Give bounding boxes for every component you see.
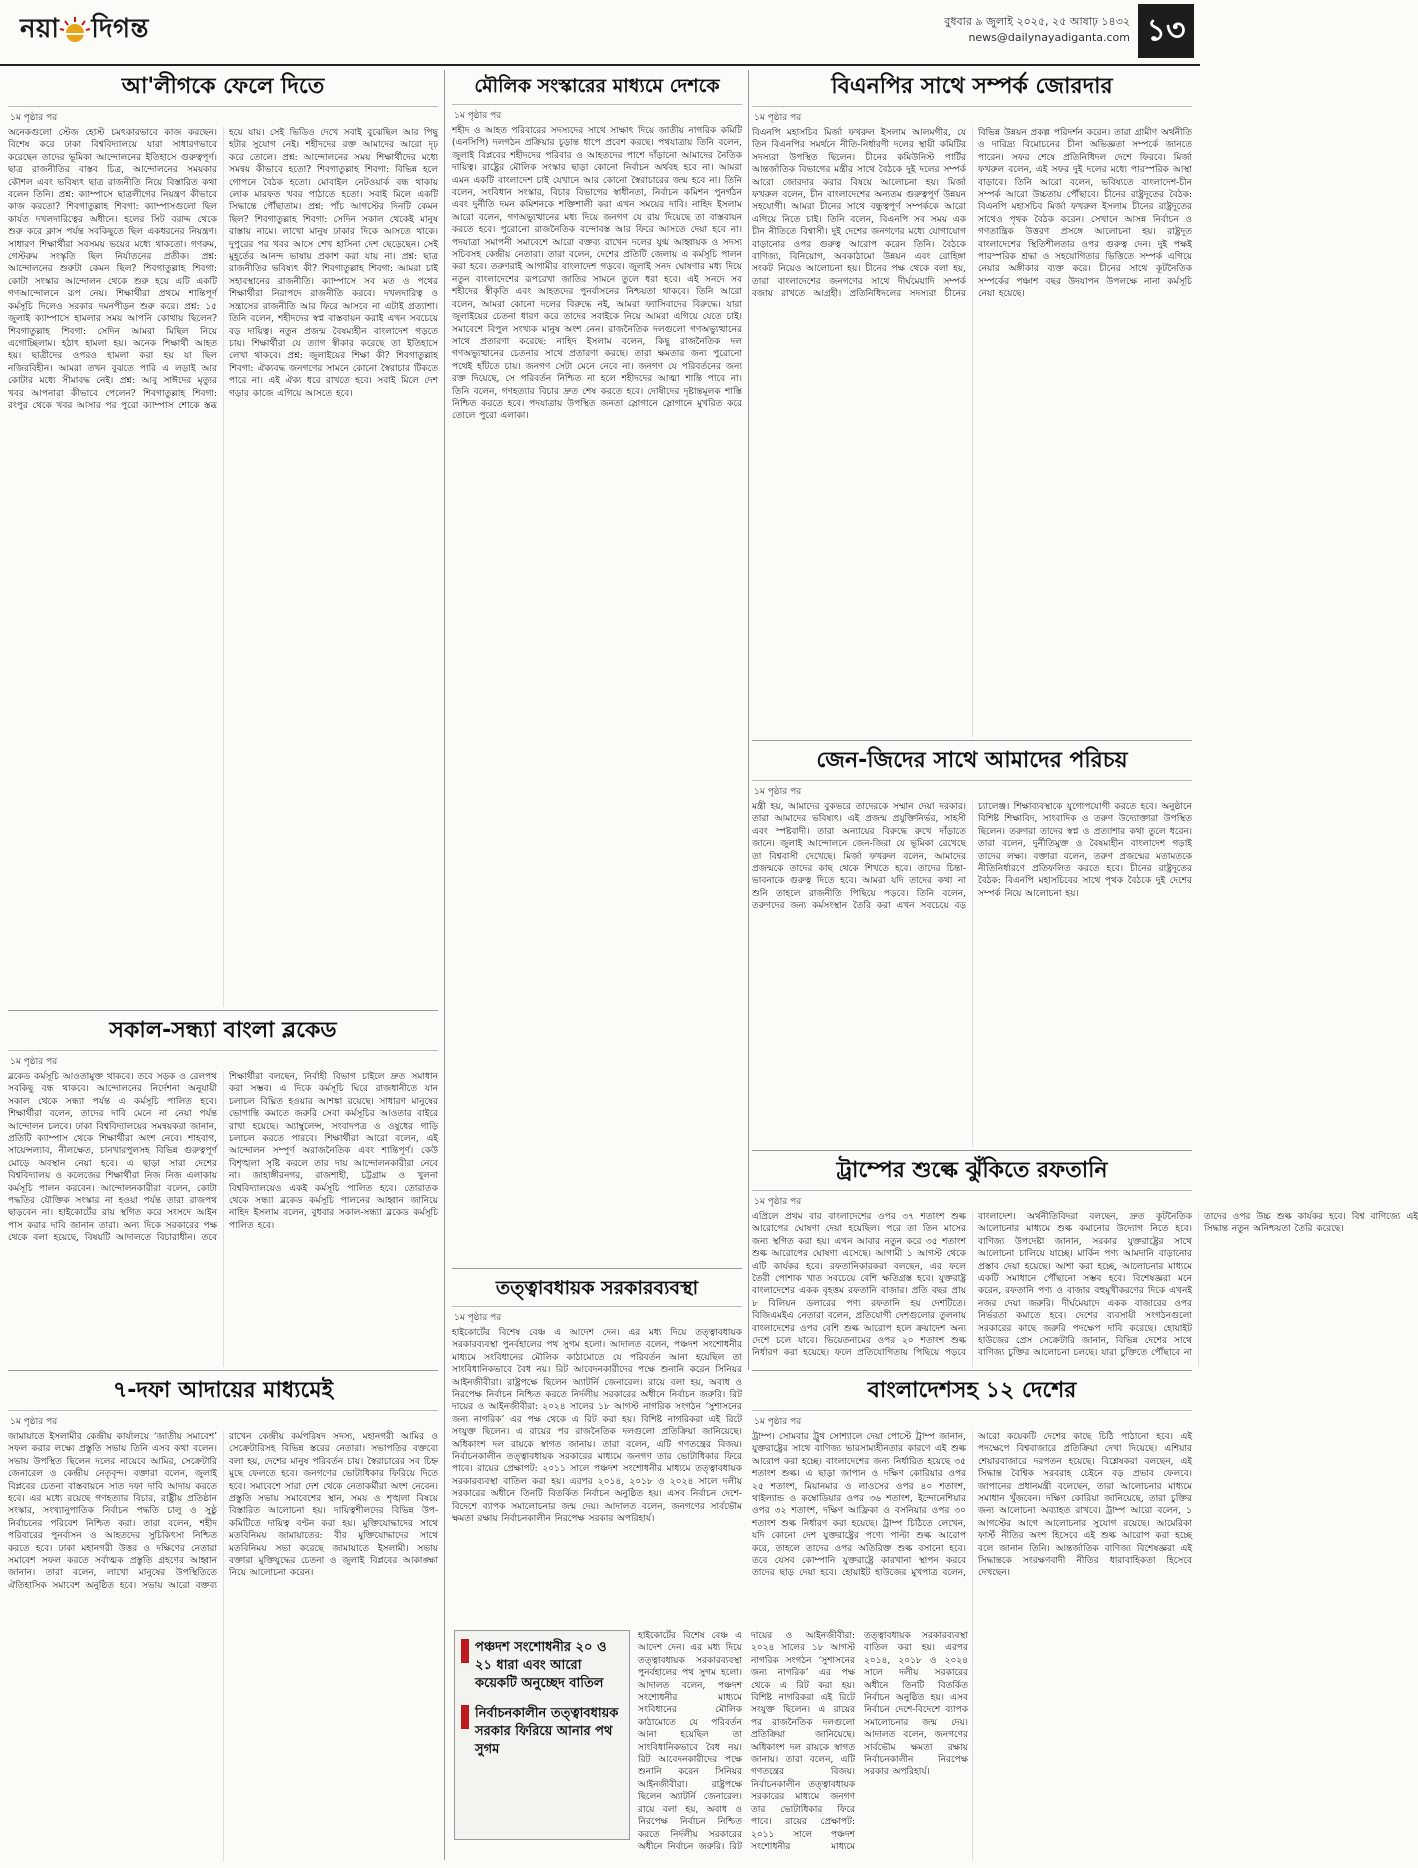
page-number: ১৩ — [1138, 4, 1194, 58]
headline[interactable]: জেন-জিদের সাথে আমাদের পরিচয় — [752, 744, 1192, 781]
headline[interactable]: বাংলাদেশসহ ১২ দেশের — [752, 1374, 1192, 1411]
headline[interactable]: বিএনপির সাথে সম্পর্ক জোরদার — [752, 70, 1192, 107]
article-body: জামায়াতে ইসলামীর কেন্দ্রীয় কার্যালয়ে ‘জাতীয় সমাবেশ’ সফল করার লক্ষ্যে প্রস্তুতি সভায় তিনি এসব কথা বলেন। সভায় উপস্থিত ছিলেন দলের নায়েবে আমির, সেক্রেটারি জেনারেল ও কেন্দ্রীয় নেতৃবৃন্দ। বক্তারা বলেন, জুলাই বিপ্লবের চেতনা বাস্তবায়নে সাত দফা দাবি আদায় করতে হবে। এর মধ্যে রয়েছে গণহত্যার বিচার, রাষ্ট্রীয় প্রতিষ্ঠান সংস্কার, সংখ্যানুপাতিক নির্বাচন পদ্ধতি চালু ও সুষ্ঠু নির্বাচনের পরিবেশ নিশ্চিত করা। তারা বলেন, শহীদ পরিবারের পুনর্বাসন ও আহতদের সুচিকিৎসা নিশ্চিত করতে হবে। ঢাকা মহানগরী উত্তর ও দক্ষিণের নেতারা সমাবেশ সফল করতে সর্বাত্মক প্রস্তুতি গ্রহণের আহ্বান জানান। তারা বলেন, লাখো মানুষের উপস্থিতিতে ঐতিহাসিক সমাবেশ অনুষ্ঠিত হবে। সভায় আরো বক্তব্য রাখেন কেন্দ্রীয় কর্মপরিষদ সদস্য, মহানগরী আমির ও সেক্রেটারিসহ বিভিন্ন স্তরের নেতারা। সভাপতির বক্তব্যে বলা হয়, দেশের মানুষ পরিবর্তন চায়। স্বৈরাচারের সব চিহ্ন মুছে ফেলতে হবে। জনগণের ভোটাধিকার ফিরিয়ে দিতে হবে। সমাবেশে সারা দেশ থেকে নেতাকর্মীরা অংশ নেবেন। প্রস্তুতি সভায় সমাবেশের স্থান, সময় ও শৃঙ্খলা বিষয়ে বিস্তারিত আলোচনা হয়। দায়িত্বশীলদের বিভিন্ন উপ-কমিটিতে দায়িত্ব বণ্টন করা হয়। মুক্তিযোদ্ধাদের সাথে মতবিনিময় জামায়াতের: বীর মুক্তিযোদ্ধাদের সাথে মতবিনিময় সভা করেছে জামায়াতে ইসলামী। সভায় বক্তারা মুক্তিযুদ্ধের চেতনা ও জুলাই বিপ্লবের আকাঙ্ক্ষা নিয়ে আলোচনা করেন। — [8, 1432, 438, 1591]
article-body: এপ্রিলে প্রথম বার বাংলাদেশের ওপর ৩৭ শতাংশ শুল্ক আরোপের ঘোষণা দেয়া হয়েছিল। পরে তা তিন মাসের জন্য স্থগিত করা হয়। এখন আবার নতুন করে ৩৫ শতাংশ শুল্ক আরোপের ঘোষণা এসেছে। আগামী ১ আগস্ট থেকে এটি কার্যকর হবে। রফতানিকারকরা বলছেন, এর ফলে তৈরী পোশাক খাত সবচেয়ে বেশি ক্ষতিগ্রস্ত হবে। যুক্তরাষ্ট্র বাংলাদেশের একক বৃহত্তম রফতানি বাজার। প্রতি বছর প্রায় ৮ বিলিয়ন ডলারের পণ্য রফতানি হয় দেশটিতে। বিজিএমইএ নেতারা বলেন, প্রতিযোগী দেশগুলোর তুলনায় বাংলাদেশের ওপর বেশি শুল্ক আরোপ হলে ক্রয়াদেশ অন্য দেশে চলে যাবে। ভিয়েতনামের ওপর ২০ শতাংশ শুল্ক নির্ধারণ করা হয়েছে। ফলে প্রতিযোগিতায় পিছিয়ে পড়বে বাংলাদেশ। অর্থনীতিবিদরা বলছেন, দ্রুত কূটনৈতিক আলোচনার মাধ্যমে শুল্ক কমানোর উদ্যোগ নিতে হবে। বাণিজ্য উপদেষ্টা জানান, সরকার যুক্তরাষ্ট্রের সাথে আলোচনা চালিয়ে যাচ্ছে। মার্কিন পণ্য আমদানি বাড়ানোর প্রস্তাব দেয়া হয়েছে। আশা করা হচ্ছে, আলোচনার মাধ্যমে একটি সমাধানে পৌঁছানো সম্ভব হবে। বিশেষজ্ঞরা মনে করেন, রফতানি পণ্য ও বাজার বহুমুখীকরণের দিকে এখনই নজর দেয়া জরুরি। দীর্ঘমেয়াদে একক বাজারের ওপর নির্ভরতা কমাতে হবে। দেশের ব্যবসায়ী সংগঠনগুলো সরকারের কাছে জরুরি পদক্ষেপ দাবি করেছে। হোয়াইট হাউজের প্রেস সেক্রেটারি জানান, বিভিন্ন দেশের সাথে বাণিজ্য চুক্তির আলোচনা চলছে। যারা চুক্তিতে পৌঁছাবে না তাদের ওপর উচ্চ শুল্ক কার্যকর হবে। বিশ্ব বাণিজ্যে এই সিদ্ধান্ত নতুন অনিশ্চয়তা তৈরি করেছে। — [752, 1212, 1418, 1359]
continued-label: ১ম পৃষ্ঠার পর — [454, 111, 502, 121]
article-gen-z — [752, 744, 1192, 1146]
highlight-item — [461, 1639, 623, 1693]
continued-label: ১ম পৃষ্ঠার পর — [754, 1197, 802, 1207]
continued-label: ১ম পৃষ্ঠার পর — [10, 1417, 58, 1427]
article-body: ব্লকেড কর্মসূচি আওতামুক্ত থাকবে। তবে সড়ক ও রেলপথ সবকিছু বন্ধ থাকবে। আন্দোলনের নির্দেশনা অনুযায়ী সকাল থেকে সন্ধ্যা পর্যন্ত এ কর্মসূচি পালিত হবে। শিক্ষার্থীরা বলেন, তাদের দাবি মেনে না নেয়া পর্যন্ত আন্দোলন চলবে। ঢাকা বিশ্ববিদ্যালয়ের সমন্বয়করা জানান, প্রতিটি ক্যাম্পাস থেকে শিক্ষার্থীরা অংশ নেবে। শাহবাগ, সায়েন্সল্যাব, নীলক্ষেত, চানখারপুলসহ বিভিন্ন গুরুত্বপূর্ণ মোড়ে অবস্থান নেয়া হবে। এ ছাড়া সারা দেশের বিশ্ববিদ্যালয় ও কলেজের শিক্ষার্থীরা নিজ নিজ এলাকায় কর্মসূচি পালন করবেন। আন্দোলনকারীরা বলেন, কোটা পদ্ধতির যৌক্তিক সংস্কার না হওয়া পর্যন্ত তারা রাজপথ ছাড়বেন না। হাইকোর্টের রায় স্থগিত করে সংসদে আইন পাস করার দাবি জানান তারা। অন্য দিকে সরকারের পক্ষ থেকে বলা হয়েছে, বিষয়টি আদালতে বিচারাধীন। তবে শিক্ষার্থীরা বলছেন, নির্বাহী বিভাগ চাইলে দ্রুত সমাধান করা সম্ভব। এ দিকে কর্মসূচি ঘিরে রাজধানীতে যান চলাচল বিঘ্নিত হওয়ার আশঙ্কা রয়েছে। সাধারণ মানুষের ভোগান্তি কমাতে জরুরি সেবা কর্মসূচির আওতার বাইরে রাখা হয়েছে। অ্যাম্বুলেন্স, সংবাদপত্র ও ওষুধের গাড়ি চলাচল করতে পারবে। শিক্ষার্থীরা আরো বলেন, এই আন্দোলন সম্পূর্ণ অরাজনৈতিক এবং শান্তিপূর্ণ। কেউ বিশৃঙ্খলা সৃষ্টি করলে তার দায় আন্দোলনকারীরা নেবে না। জাহাঙ্গীরনগর, রাজশাহী, চট্টগ্রাম ও খুলনা বিশ্ববিদ্যালয়েও একই কর্মসূচি পালিত হবে। তোরাতক থেকে সন্ধ্যা ব্লকেড কর্মসূচি পালনের আহ্বান জানিয়ে নাহিদ ইসলাম বলেন, বুধবার সকাল-সন্ধ্যা ব্লকেড কর্মসূচি পালিত হবে। — [8, 1072, 438, 1244]
continued-label: ১ম পৃষ্ঠার পর — [10, 113, 58, 123]
article-body: হাইকোর্টের বিশেষ বেঞ্চ এ আদেশ দেন। এর মধ্য দিয়ে তত্ত্বাবধায়ক সরকারব্যবস্থা পুনর্বহালের পথ সুগম হলো। আদালত বলেন, পঞ্চদশ সংশোধনীর মাধ্যমে সংবিধানের মৌলিক কাঠামোতে যে পরিবর্তন আনা হয়েছিল তা সাংবিধানিকভাবে বৈধ নয়। রিট আবেদনকারীদের পক্ষে শুনানি করেন সিনিয়র আইনজীবীরা। রাষ্ট্রপক্ষে ছিলেন অ্যাটর্নি জেনারেল। রায়ে বলা হয়, অবাধ ও নিরপেক্ষ নির্বাচন নিশ্চিত করতে নির্দলীয় সরকারের অধীনে নির্বাচন জরুরি। রিট দায়ের ও আইনজীবীরা: ২০২৪ সালের ১৮ আগস্ট নাগরিক সংগঠন ‘সুশাসনের জন্য নাগরিক’ এর পক্ষ থেকে এ রিট করা হয়। বিশিষ্ট নাগরিকরা এই রিটে সংযুক্ত ছিলেন। এ রায়ের পর রাজনৈতিক দলগুলো প্রতিক্রিয়া জানিয়েছে। অধিকাংশ দল রায়কে স্বাগত জানায়। তারা বলেন, এটি গণতন্ত্রের বিজয়। নির্বাচনকালীন তত্ত্বাবধায়ক সরকারের মাধ্যমে জনগণ তার ভোটাধিকার ফিরে পাবে। রায়ের প্রেক্ষাপট: ২০১১ সালে পঞ্চদশ সংশোধনীর মাধ্যমে তত্ত্বাবধায়ক সরকারব্যবস্থা বাতিল করা হয়। এরপর ২০১৪, ২০১৮ ও ২০২৪ সালে দলীয় সরকারের অধীনে তিনটি বিতর্কিত নির্বাচন অনুষ্ঠিত হয়। এসব নির্বাচন দেশে-বিদেশে ব্যাপক সমালোচনার জন্ম দেয়। আদালত বলেন, জনগণের সার্বভৌম ক্ষমতা রক্ষায় নির্বাচনকালীন নিরপেক্ষ সরকার অপরিহার্য। — [452, 1328, 742, 1525]
article-body: ট্রাম্প। সোমবার ট্রুথ সোশ্যালে দেয়া পোস্টে ট্রাম্প জানান, যুক্তরাষ্ট্রের সাথে বাণিজ্য ভারসাম্যহীনতার কারণে এই শুল্ক আরোপ করা হচ্ছে। বাংলাদেশের জন্য নির্ধারিত হয়েছে ৩৫ শতাংশ শুল্ক। এ ছাড়া জাপান ও দক্ষিণ কোরিয়ার ওপর ২৫ শতাংশ, মিয়ানমার ও লাওসের ওপর ৪০ শতাংশ, থাইল্যান্ড ও কম্বোডিয়ার ওপর ৩৬ শতাংশ, ইন্দোনেশিয়ার ওপর ৩২ শতাংশ, দক্ষিণ আফ্রিকা ও বসনিয়ার ওপর ৩০ শতাংশ শুল্ক নির্ধারণ করা হয়েছে। ট্রাম্প চিঠিতে লেখেন, যদি কোনো দেশ যুক্তরাষ্ট্রের পণ্যে পাল্টা শুল্ক আরোপ করে, তাহলে তাদের ওপর অতিরিক্ত শুল্ক বসানো হবে। তবে যেসব কোম্পানি যুক্তরাষ্ট্রে কারখানা স্থাপন করবে তাদের ছাড় দেয়া হবে। হোয়াইট হাউজের মুখপাত্র বলেন, আরো কয়েকটি দেশের কাছে চিঠি পাঠানো হবে। এই পদক্ষেপে বিশ্ববাজারে প্রতিক্রিয়া দেখা দিয়েছে। এশিয়ার শেয়ারবাজারে দরপতন হয়েছে। বিশ্লেষকরা বলছেন, এই সিদ্ধান্ত বৈশ্বিক সরবরাহ চেইনে বড় প্রভাব ফেলবে। জাপানের প্রধানমন্ত্রী বলেছেন, তারা আলোচনার মাধ্যমে সমাধান খুঁজবেন। দক্ষিণ কোরিয়া জানিয়েছে, তারা চুক্তির জন্য আলোচনা অব্যাহত রাখবে। ট্রাম্প আরো বলেন, ১ আগস্টের আগে আলোচনার সুযোগ রয়েছে। আমেরিকা ফার্স্ট নীতির অংশ হিসেবে এই শুল্ক আরোপ করা হচ্ছে বলে জানান তিনি। আন্তর্জাতিক বাণিজ্য বিশেষজ্ঞরা এই সিদ্ধান্তকে সংরক্ষণবাদী নীতির ধারাবাহিকতা হিসেবে দেখছেন। — [752, 1432, 1192, 1579]
highlight-text: নির্বাচনকালীন তত্ত্বাবধায়ক সরকার ফিরিয়ে আনার পথ সুগম — [475, 1706, 619, 1757]
section-divider — [452, 1268, 742, 1269]
article-bangla-blockade — [8, 1014, 438, 1366]
issue-date: বুধবার ৯ জুলাই ২০২৫, ২৫ আষাঢ় ১৪৩২ — [944, 15, 1130, 28]
masthead — [0, 0, 1200, 66]
section-divider — [752, 1150, 1192, 1151]
headline[interactable]: তত্ত্বাবধায়ক সরকারব্যবস্থা — [452, 1272, 742, 1307]
continued-label: ১ম পৃষ্ঠার পর — [754, 787, 802, 797]
sunrise-icon — [60, 17, 90, 35]
continued-label: ১ম পৃষ্ঠার পর — [10, 1057, 58, 1067]
headline[interactable]: মৌলিক সংস্কারের মাধ্যমে দেশকে — [452, 70, 742, 105]
logo-text-part1: নয়া — [20, 14, 60, 44]
headline[interactable]: ৭-দফা আদায়ের মাধ্যমেই — [8, 1374, 438, 1411]
red-marker-icon — [461, 1639, 469, 1663]
highlight-text: পঞ্চদশ সংশোধনীর ২০ ও ২১ ধারা এবং আরো কয়েকটি অনুচ্ছেদ বাতিল — [475, 1640, 607, 1691]
article-caretaker-continued — [638, 1630, 968, 1860]
article-body: হাইকোর্টের বিশেষ বেঞ্চ এ আদেশ দেন। এর মধ্য দিয়ে তত্ত্বাবধায়ক সরকারব্যবস্থা পুনর্বহালের পথ সুগম হলো। আদালত বলেন, পঞ্চদশ সংশোধনীর মাধ্যমে সংবিধানের মৌলিক কাঠামোতে যে পরিবর্তন আনা হয়েছিল তা সাংবিধানিকভাবে বৈধ নয়। রিট আবেদনকারীদের পক্ষে শুনানি করেন সিনিয়র আইনজীবীরা। রাষ্ট্রপক্ষে ছিলেন অ্যাটর্নি জেনারেল। রায়ে বলা হয়, অবাধ ও নিরপেক্ষ নির্বাচন নিশ্চিত করতে নির্দলীয় সরকারের অধীনে নির্বাচন জরুরি। রিট দায়ের ও আইনজীবীরা: ২০২৪ সালের ১৮ আগস্ট নাগরিক সংগঠন ‘সুশাসনের জন্য নাগরিক’ এর পক্ষ থেকে এ রিট করা হয়। বিশিষ্ট নাগরিকরা এই রিটে সংযুক্ত ছিলেন। এ রায়ের পর রাজনৈতিক দলগুলো প্রতিক্রিয়া জানিয়েছে। অধিকাংশ দল রায়কে স্বাগত জানায়। তারা বলেন, এটি গণতন্ত্রের বিজয়। নির্বাচনকালীন তত্ত্বাবধায়ক সরকারের মাধ্যমে জনগণ তার ভোটাধিকার ফিরে পাবে। রায়ের প্রেক্ষাপট: ২০১১ সালে পঞ্চদশ সংশোধনীর মাধ্যমে তত্ত্বাবধায়ক সরকারব্যবস্থা বাতিল করা হয়। এরপর ২০১৪, ২০১৮ ও ২০২৪ সালে দলীয় সরকারের অধীনে তিনটি বিতর্কিত নির্বাচন অনুষ্ঠিত হয়। এসব নির্বাচন দেশে-বিদেশে ব্যাপক সমালোচনার জন্ম দেয়। আদালত বলেন, জনগণের সার্বভৌম ক্ষমতা রক্ষায় নির্বাচনকালীন নিরপেক্ষ সরকার অপরিহার্য। — [638, 1631, 968, 1852]
headline[interactable]: সকাল-সন্ধ্যা বাংলা ব্লকেড — [8, 1014, 438, 1051]
continued-label: ১ম পৃষ্ঠার পর — [754, 1417, 802, 1427]
date-block — [944, 14, 1130, 46]
headline[interactable]: ট্রাম্পের শুল্কে ঝুঁকিতে রফতানি — [752, 1154, 1192, 1191]
article-body: বিএনপি মহাসচিব মির্জা ফখরুল ইসলাম আলমগীর, যে তিন বিএনপির সমর্থনে নীতি-নির্ধারণী দলের স্থায়ী কমিটির সদস্যরা উপস্থিত ছিলেন। চীনের কমিউনিস্ট পার্টির আন্তর্জাতিক বিভাগের মন্ত্রীর সাথে বৈঠকে দুই দলের সম্পর্ক আরো জোরদার করার বিষয়ে আলোচনা হয়। মির্জা ফখরুল বলেন, চীন বাংলাদেশের অন্যতম গুরুত্বপূর্ণ উন্নয়ন সহযোগী। আমরা চীনের সাথে বন্ধুত্বপূর্ণ সম্পর্ককে আরো এগিয়ে নিতে চাই। তিনি বলেন, বিএনপি সব সময় এক চীন নীতিতে বিশ্বাসী। দুই দেশের জনগণের মধ্যে যোগাযোগ বাড়ানোর ওপর গুরুত্ব আরোপ করেন তিনি। বৈঠকে বাণিজ্য, বিনিয়োগ, অবকাঠামো উন্নয়ন এবং রোহিঙ্গা সংকট নিয়েও আলোচনা হয়। চীনের পক্ষ থেকে বলা হয়, তারা বাংলাদেশের জনগণের সাথে দীর্ঘমেয়াদি সম্পর্ক বজায় রাখতে আগ্রহী। প্রতিনিধিদলের সদস্যরা চীনের বিভিন্ন উন্নয়ন প্রকল্প পরিদর্শন করেন। তারা গ্রামীণ অর্থনীতি ও দারিদ্র্য বিমোচনের চীনা অভিজ্ঞতা সম্পর্কে জানতে পারেন। সফর শেষে প্রতিনিধিদল দেশে ফিরবে। মির্জা ফখরুল বলেন, এই সফর দুই দলের মধ্যে পারস্পরিক আস্থা বাড়াবে। তিনি আরো বলেন, ভবিষ্যতে বাংলাদেশ-চীন সম্পর্ক আরো উচ্চতায় পৌঁছাবে। চীনের রাষ্ট্রদূতের বৈঠক: বিএনপি মহাসচিব মির্জা ফখরুল ইসলাম চীনের রাষ্ট্রদূতের সাথেও পৃথক বৈঠক করেন। সেখানে আসন্ন নির্বাচন ও গণতান্ত্রিক উত্তরণ প্রসঙ্গে আলোচনা হয়। রাষ্ট্রদূত বাংলাদেশের স্থিতিশীলতার ওপর গুরুত্ব দেন। দুই পক্ষই পারস্পরিক শ্রদ্ধা ও সহযোগিতার ভিত্তিতে সম্পর্ক এগিয়ে নেয়ার অঙ্গীকার ব্যক্ত করে। চীনের সাথে কূটনৈতিক সম্পর্কের পঞ্চাশ বছর উদযাপন উপলক্ষে নানা কর্মসূচি নেয়া হয়েছে। — [752, 128, 1192, 300]
headline[interactable]: আ'লীগকে ফেলে দিতে — [8, 70, 438, 107]
column-divider — [444, 70, 445, 1860]
article-trump-tariff — [752, 1154, 1418, 1366]
section-divider — [752, 740, 1192, 741]
highlight-box — [454, 1630, 630, 1840]
continued-label: ১ম পৃষ্ঠার পর — [454, 1313, 502, 1323]
continued-label: ১ম পৃষ্ঠার পর — [754, 113, 802, 123]
article-awami-league — [8, 70, 438, 1006]
article-seven-point — [8, 1374, 438, 1860]
article-body: শহীদ ও আহত পরিবারের সদস্যদের সাথে সাক্ষাৎ দিয়ে জাতীয় নাগরিক কমিটি (এনসিপি) দলগঠন প্রক্রিয়ার চূড়ান্ত ধাপে প্রবেশ করছে। পথযাত্রায় তিনি বলেন, জুলাই বিপ্লবের শহীদদের পরিবার ও আহতদের পাশে দাঁড়ানো আমাদের নৈতিক দায়িত্ব। রাষ্ট্রের মৌলিক সংস্কার ছাড়া কোনো নির্বাচন অর্থবহ হবে না। আমরা এমন একটি বাংলাদেশ চাই যেখানে আর কোনো স্বৈরাচারের জন্ম হবে না। তিনি বলেন, সংবিধান সংস্কার, বিচার বিভাগের স্বাধীনতা, নির্বাচন কমিশন পুনর্গঠন এবং দুর্নীতি দমন কমিশনকে শক্তিশালী করা এখন সময়ের দাবি। নাহিদ ইসলাম আরো বলেন, গণঅভ্যুত্থানের মধ্য দিয়ে জনগণ যে রায় দিয়েছে তা বাস্তবায়ন করতে হবে। পুরোনো রাজনৈতিক বন্দোবস্ত আর ফিরে আসতে দেয়া হবে না। পদযাত্রা সমাপনী সমাবেশে আরো বক্তব্য রাখেন দলের যুগ্ম আহ্বায়ক ও সদস্য সচিবসহ কেন্দ্রীয় নেতারা। তারা বলেন, দেশের প্রতিটি জেলায় এ কর্মসূচি পালন করা হবে। তরুণরাই আগামীর বাংলাদেশ গড়বে। জুলাই সনদ ঘোষণার মধ্য দিয়ে নতুন বাংলাদেশের রূপরেখা জাতির সামনে তুলে ধরা হবে। এই সনদে সব শহীদের স্বীকৃতি এবং আহতদের পুনর্বাসনের নিশ্চয়তা থাকবে। তিনি আরো বলেন, আমরা কোনো দলের বিরুদ্ধে নই, আমরা ফ্যাসিবাদের বিরুদ্ধে। যারা জুলাইয়ের চেতনা ধারণ করে তাদের সবাইকে নিয়ে আমরা এগিয়ে যেতে চাই। সমাবেশে বিপুল সংখ্যক মানুষ অংশ নেন। রাজনৈতিক দলগুলো গণঅভ্যুত্থানের সাথে প্রতারণা করেছে: নাহিদ ইসলাম বলেন, কিছু রাজনৈতিক দল গণঅভ্যুত্থানের চেতনার সাথে প্রতারণা করছে। তারা ক্ষমতার জন্য পুরোনো পথেই হাঁটতে চায়। জনগণ সেটা মেনে নেবে না। জনগণ যে পরিবর্তনের জন্য রক্ত দিয়েছে, সে পরিবর্তন নিশ্চিত না হলে শহীদদের আত্মা শান্তি পাবে না। তিনি বলেন, গণহত্যার বিচার দ্রুত শেষ করতে হবে। দোষীদের দৃষ্টান্তমূলক শাস্তি নিশ্চিত করতে হবে। পদযাত্রায় উপস্থিত জনতা স্লোগানে স্লোগানে মুখরিত করে তোলে পুরো এলাকা। — [452, 126, 742, 422]
article-body: মন্ত্রী হয়, আমাদের বুকভরে তাদেরকে সম্মান দেয়া দরকার। তারা আমাদের ভবিষ্যৎ। এই প্রজন্ম প্রযুক্তিনির্ভর, সাহসী এবং স্পষ্টবাদী। তারা অন্যায়ের বিরুদ্ধে রুখে দাঁড়াতে জানে। জুলাই আন্দোলনে জেন-জিরা যে ভূমিকা রেখেছে তা বিশ্ববাসী দেখেছে। মির্জা ফখরুল বলেন, আমাদের প্রজন্মকে তাদের কাছ থেকে শিখতে হবে। তাদের চিন্তা-ভাবনাকে গুরুত্ব দিতে হবে। আমরা যদি তাদের কথা না শুনি তাহলে রাজনীতি পিছিয়ে পড়বে। তিনি বলেন, তরুণদের জন্য কর্মসংস্থান তৈরি করা এখন সবচেয়ে বড় চ্যালেঞ্জ। শিক্ষাব্যবস্থাকে যুগোপযোগী করতে হবে। অনুষ্ঠানে বিশিষ্ট শিক্ষাবিদ, সাংবাদিক ও তরুণ উদ্যোক্তারা উপস্থিত ছিলেন। তরুণরা তাদের স্বপ্ন ও প্রত্যাশার কথা তুলে ধরেন। তারা বলেন, দুর্নীতিমুক্ত ও বৈষম্যহীন বাংলাদেশ গড়াই তাদের লক্ষ্য। বক্তারা বলেন, তরুণ প্রজন্মের মতামতকে নীতিনির্ধারণে প্রতিফলিত করতে হবে। চীনের রাষ্ট্রদূতের বৈঠক: বিএনপি মহাসচিবের সাথে পৃথক বৈঠকে দুই দেশের সম্পর্ক নিয়ে আলোচনা হয়। — [752, 802, 1192, 912]
article-bnp-relations — [752, 70, 1192, 736]
section-divider — [8, 1010, 438, 1011]
red-marker-icon — [461, 1705, 469, 1729]
article-twelve-countries — [752, 1374, 1192, 1860]
article-reform — [452, 70, 742, 1264]
article-body: অনেকগুলো স্টেজ হোস্ট চমৎকারভাবে কাজ করছেন। বিশেষ করে ঢাকা বিশ্ববিদ্যালয়ে যারা সাধারণভাবে করেছেন তাদের ভূমিকা আন্দোলনের ইতিহাসে গুরুত্বপূর্ণ। ছাত্র রাজনীতির বাস্তব চিত্র, আন্দোলনের সময়কার কৌশল এবং ভবিষ্যৎ ছাত্র রাজনীতি নিয়ে বিস্তারিত কথা বলেন তিনি। প্রশ্ন: ক্যাম্পাসে ছাত্রলীগের নিয়ন্ত্রণ কীভাবে কাজ করতো? শিবগাতুল্লাহ শিবগা: ক্যাম্পাসগুলো ছিল কার্যত দখলদারিত্বের অধীনে। হলের সিট বরাদ্দ থেকে শুরু করে ক্লাস পর্যন্ত সবকিছুতে ছিল একধরনের নিয়ন্ত্রণ। সাধারণ শিক্ষার্থীরা সবসময় ভয়ের মধ্যে থাকতো। গণরুম, গেস্টরুম সংস্কৃতি ছিল নির্যাতনের প্রতীক। প্রশ্ন: আন্দোলনের শুরুটা কেমন ছিল? শিবগাতুল্লাহ শিবগা: কোটা সংস্কার আন্দোলন থেকে শুরু হয়ে এটি একটি গণআন্দোলনে রূপ নেয়। শিক্ষার্থীরা প্রথমে শান্তিপূর্ণ কর্মসূচি দিলেও সরকার দমনপীড়ন শুরু করে। প্রশ্ন: ১৫ জুলাই ক্যাম্পাসে হামলার সময় আপনি কোথায় ছিলেন? শিবগাতুল্লাহ শিবগা: সেদিন আমরা মিছিল নিয়ে এগোচ্ছিলাম। হঠাৎ হামলা হয়। অনেক শিক্ষার্থী আহত হয়। ছাত্রীদের ওপরও হামলা করা হয় যা ছিল নজিরবিহীন। আমরা তখন বুঝতে পারি এ লড়াই আর কোটার মধ্যে সীমাবদ্ধ নেই। প্রশ্ন: আবু সাঈদের মৃত্যুর খবর আপনারা কীভাবে পেলেন? শিবগাতুল্লাহ শিবগা: রংপুর থেকে খবর আসার পর পুরো ক্যাম্পাস শোকে স্তব্ধ হয়ে যায়। সেই ভিডিও দেখে সবাই বুঝেছিল আর পিছু হটার সুযোগ নেই। শহীদদের রক্ত আমাদের আরো দৃঢ় করে তোলে। প্রশ্ন: আন্দোলনের সময় শিক্ষার্থীদের মধ্যে সমন্বয় কীভাবে হতো? শিবগাতুল্লাহ শিবগা: বিভিন্ন হলে গোপনে বৈঠক হতো। মোবাইল নেটওয়ার্ক বন্ধ থাকায় লোক মারফত খবর পাঠাতে হতো। সবাই মিলে একটি সিদ্ধান্তে পৌঁছাতাম। প্রশ্ন: পাঁচ আগস্টের দিনটি কেমন ছিল? শিবগাতুল্লাহ শিবগা: সেদিন সকাল থেকেই মানুষ রাস্তায় নামে। লাখো মানুষ ঢাকার দিকে আসতে থাকে। দুপুরের পর খবর আসে শেখ হাসিনা দেশ ছেড়েছেন। সেই মুহূর্তের আনন্দ ভাষায় প্রকাশ করা যায় না। প্রশ্ন: ছাত্র রাজনীতির ভবিষ্যৎ কী? শিবগাতুল্লাহ শিবগা: আমরা চাই সহাবস্থানের রাজনীতি। ক্যাম্পাসে সব মত ও পথের শিক্ষার্থীরা নিরাপদে রাজনীতি করবে। দখলদারিত্ব ও সন্ত্রাসের রাজনীতি আর ফিরে আসবে না এটাই প্রত্যাশা। তিনি বলেন, শহীদদের স্বপ্ন বাস্তবায়ন করাই এখন সবচেয়ে বড় দায়িত্ব। নতুন প্রজন্ম বৈষম্যহীন বাংলাদেশ গড়তে চায়। শিক্ষার্থীরা যে ত্যাগ স্বীকার করেছে তা ইতিহাসে লেখা থাকবে। প্রশ্ন: জুলাইয়ের শিক্ষা কী? শিবগাতুল্লাহ শিবগা: ঐক্যবদ্ধ জনগণের সামনে কোনো স্বৈরাচার টিকতে পারে না। এই ঐক্য ধরে রাখতে হবে। সবাই মিলে দেশ গড়ার কাজে এগিয়ে আসতে হবে। — [8, 128, 438, 411]
logo-text-part2: দিগন্ত — [91, 14, 149, 44]
highlight-item — [461, 1705, 623, 1759]
section-divider — [8, 1370, 438, 1371]
contact-email[interactable]: news@dailynayadiganta.com — [968, 31, 1130, 44]
logo[interactable] — [20, 12, 149, 48]
column-divider — [748, 70, 749, 1370]
